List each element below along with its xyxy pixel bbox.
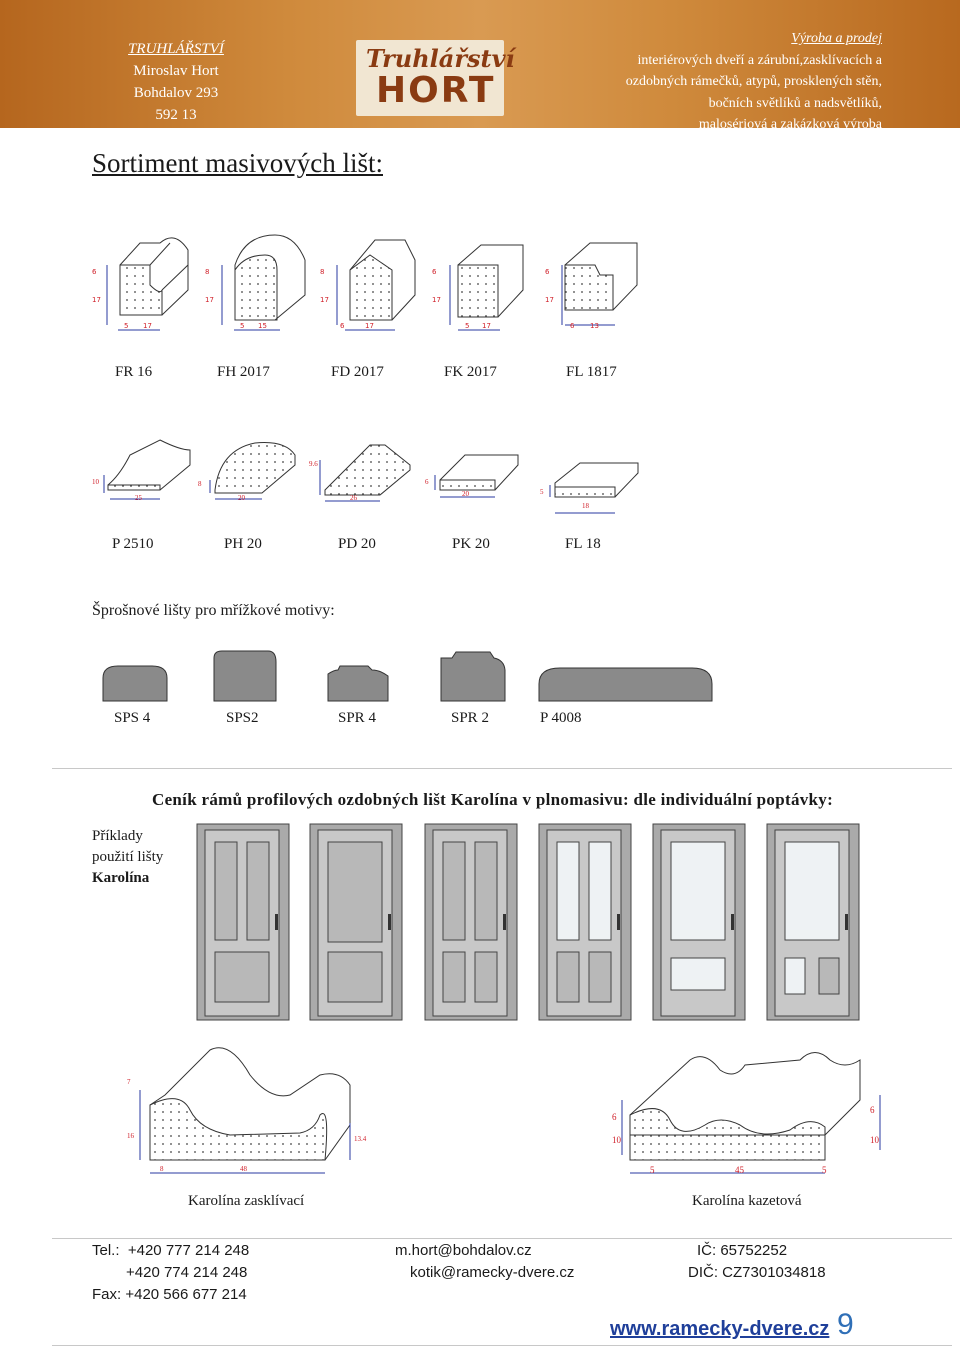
phone-2[interactable]: +420 774 214 248 (126, 1264, 248, 1281)
profile-label: Karolína kazetová (692, 1193, 802, 1209)
page-title: Sortiment masivových lišt: (92, 148, 383, 178)
email-1[interactable]: m.hort@bohdalov.cz (395, 1242, 532, 1259)
description-line: ozdobných rámečků, atypů, prosklených stěn, (625, 74, 882, 89)
dim-label: 17 (320, 296, 329, 304)
dim-label: 16 (127, 1132, 134, 1140)
dim-label: 5 (540, 488, 544, 496)
profile-label: FK 2017 (444, 364, 497, 380)
door-3 (425, 824, 517, 1020)
dim-label: 17 (365, 322, 374, 330)
dim-label: 20 (238, 494, 245, 502)
email-2[interactable]: kotik@ramecky-dvere.cz (410, 1264, 575, 1281)
karolina-profiles (0, 1045, 960, 1185)
door-4 (539, 824, 631, 1020)
profile-ph20 (215, 443, 295, 494)
dim-label: 5 (650, 1165, 655, 1175)
door-examples (195, 822, 865, 1028)
dim-label: 8 (198, 480, 202, 488)
profile-karolina-zasklivaci (150, 1048, 350, 1160)
examples-line: Příklady (92, 828, 143, 844)
footer-divider (52, 1238, 952, 1239)
footer-ids (688, 1240, 826, 1284)
dim-label: 5 (240, 322, 245, 330)
profile-spr4 (328, 666, 388, 701)
profile-label: SPS 4 (114, 710, 151, 726)
dim-label: 10 (92, 478, 99, 486)
profile-karolina-kazetova (630, 1053, 860, 1161)
dim-label: 15 (258, 322, 267, 330)
profile-label: FH 2017 (217, 364, 270, 380)
profile-pd20 (325, 445, 410, 495)
dic: DIČ: CZ7301034818 (688, 1264, 826, 1281)
footer-phones (92, 1240, 249, 1306)
owner-name: Miroslav Hort (133, 63, 219, 79)
door-1 (197, 824, 289, 1020)
phone-1[interactable]: +420 777 214 248 (127, 1242, 250, 1259)
profile-label: SPR 4 (338, 710, 376, 726)
dim-label: 6 (425, 478, 429, 486)
dim-label: 45 (735, 1165, 744, 1175)
profile-spr2 (441, 652, 505, 701)
dim-label: 6 (340, 322, 345, 330)
company-address (96, 38, 256, 126)
dim-label: 26 (350, 494, 357, 502)
description-line: interiérových dveří a zárubní,zasklívacích a (637, 52, 882, 68)
dim-label: 13.4 (354, 1135, 367, 1143)
profile-label: SPR 2 (451, 710, 489, 726)
fax: Fax: +420 566 677 214 (92, 1286, 247, 1303)
dim-label: 17 (432, 296, 441, 304)
profile-label: Karolína zasklívací (188, 1193, 305, 1209)
profile-sps4 (103, 666, 167, 701)
dim-label: 8 (205, 268, 210, 276)
dim-label: 17 (92, 296, 101, 304)
profile-label: P 4008 (540, 710, 582, 726)
profile-p4008 (539, 668, 712, 701)
sprosne-profiles (0, 648, 960, 704)
dim-label: 6 (92, 268, 97, 276)
profile-fr16 (120, 238, 188, 315)
profile-sps2 (214, 651, 276, 701)
dim-label: 5 (124, 322, 129, 330)
description-title: Výroba a prodej (791, 31, 882, 46)
door-6 (767, 824, 859, 1020)
profile-label: SPS2 (226, 710, 259, 726)
dim-label: 13 (590, 322, 599, 330)
dim-label: 5 (465, 322, 470, 330)
examples-line: použití lišty (92, 849, 164, 865)
dim-label: 10 (870, 1135, 879, 1145)
dim-label: 17 (545, 296, 554, 304)
dim-label: 7 (127, 1078, 131, 1086)
profile-p2510 (108, 440, 190, 490)
dim-label: 9.6 (309, 460, 318, 468)
dim-label: 6 (612, 1112, 617, 1122)
website-link[interactable]: www.ramecky-dvere.cz (610, 1318, 830, 1340)
dim-label: 18 (582, 502, 589, 510)
logo-line1: Truhlářství (366, 44, 515, 73)
profile-label: FD 2017 (331, 364, 384, 380)
profile-label: PD 20 (338, 536, 376, 552)
page-header (0, 0, 960, 132)
dim-label: 6 (432, 268, 437, 276)
profile-fl18 (555, 463, 638, 497)
profile-label: P 2510 (112, 536, 154, 552)
profile-label: FL 1817 (566, 364, 617, 380)
profile-fd2017 (350, 240, 415, 320)
profile-label: FR 16 (115, 364, 153, 380)
dim-label: 8 (160, 1165, 164, 1173)
profile-pk20 (440, 455, 518, 490)
zip: 592 13 (155, 107, 197, 123)
company-logo (356, 40, 515, 116)
sprosne-section-title: Šprošnové lišty pro mřížkové motivy: (92, 602, 335, 619)
door-5 (653, 824, 745, 1020)
description-line: malosériová a zakázková výroba (698, 117, 882, 132)
profile-drawings-row2 (0, 435, 960, 525)
dim-label: 6 (545, 268, 550, 276)
dim-label: 5 (822, 1165, 827, 1175)
dim-label: 17 (143, 322, 152, 330)
page-number: 9 (837, 1308, 854, 1341)
dim-label: 10 (612, 1135, 621, 1145)
dim-label: 17 (482, 322, 491, 330)
dim-label: 17 (205, 296, 214, 304)
profile-label: FL 18 (565, 536, 601, 552)
street: Bohdalov 293 (133, 85, 219, 101)
dim-label: 48 (240, 1165, 247, 1173)
examples-caption (92, 826, 163, 889)
dim-label: 6 (870, 1105, 875, 1115)
footer-emails (395, 1240, 574, 1284)
examples-line: Karolína (92, 870, 150, 886)
price-heading: Ceník rámů profilových ozdobných lišt Karolína v plnomasivu: dle individuální poptávky: (152, 790, 834, 809)
dim-label: 6 (570, 322, 575, 330)
section-divider (52, 768, 952, 769)
profile-fk2017 (458, 245, 523, 317)
ic: IČ: 65752252 (697, 1242, 788, 1259)
logo-line2: HORT (376, 70, 496, 111)
profile-fl1817 (565, 243, 637, 310)
profile-label: PK 20 (452, 536, 490, 552)
profile-fh2017 (235, 235, 305, 320)
dim-label: 25 (135, 494, 142, 502)
profile-label: PH 20 (224, 536, 262, 552)
company-description (542, 28, 882, 136)
company-title: TRUHLÁŘSTVÍ (128, 41, 224, 57)
bottom-divider (52, 1345, 952, 1346)
door-2 (310, 824, 402, 1020)
tel-label: Tel.: (92, 1242, 120, 1259)
description-line: bočních světlíků a nadsvětlíků, (708, 95, 882, 111)
dim-label: 20 (462, 490, 469, 498)
dim-label: 8 (320, 268, 325, 276)
